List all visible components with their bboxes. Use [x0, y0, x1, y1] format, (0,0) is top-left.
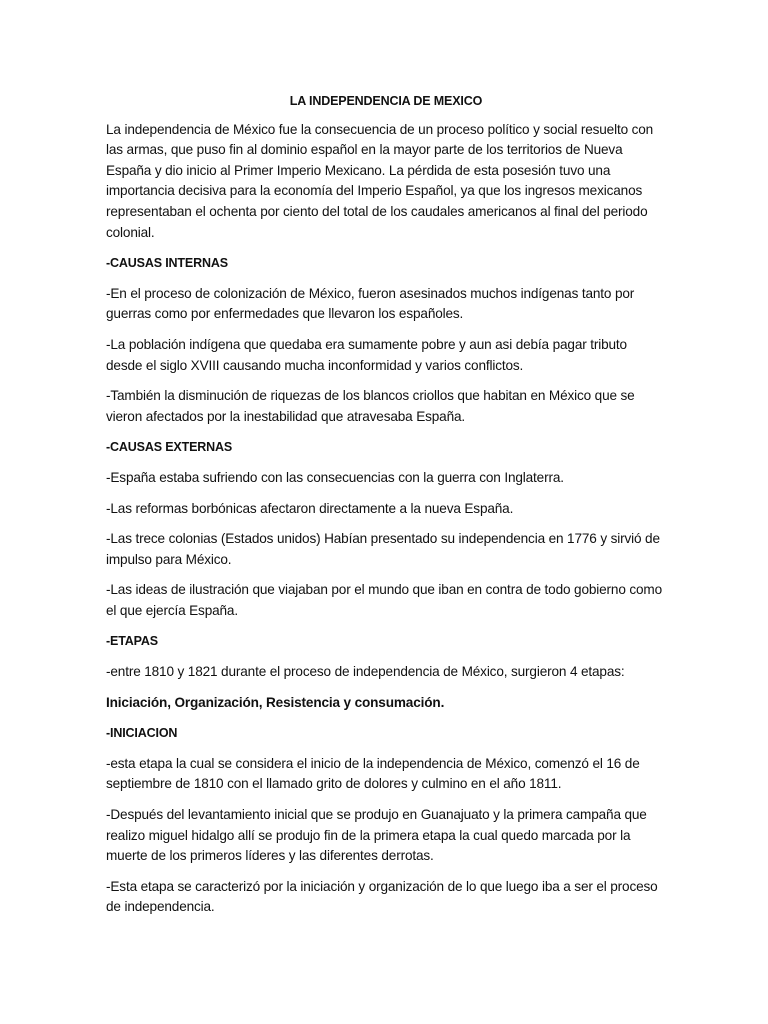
iniciacion-item: -esta etapa la cual se considera el inicio de la independencia de México, comenzó el 16 de septiembre de 1810 con el llamado grito de dolores y culmino en el año 1811.: [106, 755, 640, 792]
document-body: [106, 91, 666, 928]
etapas-list: Iniciación, Organización, Resistencia y consumación.: [106, 694, 445, 710]
intro-paragraph: La independencia de México fue la consecuencia de un proceso político y social resuelto con las armas, que puso fin al dominio español en la mayor parte de los territorios de Nueva España y dio inicio al Primer Imperio Mexicano. La pérdida de esta posesión tuvo una importancia decisiva para la economía del Imperio Español, ya que los ingresos mexicanos representaban el ochenta por ciento del total de los caudales americanos al final del periodo colonial.: [106, 121, 654, 240]
causa-interna-item: -También la disminución de riquezas de los blancos criollos que habitan en México que se vieron afectados por la inestabilidad que atravesaba España.: [106, 388, 635, 424]
causa-interna-item: -La población indígena que quedaba era sumamente pobre y aun asi debía pagar tributo desde el siglo XVIII causando mucha inconformidad y varios conflictos.: [106, 336, 627, 373]
heading-causas-internas: -CAUSAS INTERNAS: [106, 256, 228, 271]
document-title: LA INDEPENDENCIA DE MEXICO: [289, 94, 483, 108]
etapas-intro: -entre 1810 y 1821 durante el proceso de independencia de México, surgieron 4 etapas:: [106, 664, 625, 680]
causa-externa-item: -España estaba sufriendo con las consecuencias con la guerra con Inglaterra.: [106, 469, 564, 485]
iniciacion-item: -Esta etapa se caracterizó por la iniciación y organización de lo que luego iba a ser el proceso de independencia.: [106, 878, 658, 915]
heading-etapas: -ETAPAS: [106, 634, 158, 649]
causa-externa-item: -Las trece colonias (Estados unidos) Habían presentado su independencia en 1776 y sirvió de impulso para México.: [106, 531, 660, 567]
causa-externa-item: -Las ideas de ilustración que viajaban por el mundo que iban en contra de todo gobierno como el que ejercía España.: [106, 582, 663, 618]
causa-externa-item: -Las reformas borbónicas afectaron directamente a la nueva España.: [106, 500, 514, 516]
causa-interna-item: -En el proceso de colonización de México, fueron asesinados muchos indígenas tanto por guerras como por enfermedades que llevaron los españoles.: [106, 285, 635, 322]
iniciacion-item: -Después del levantamiento inicial que se produjo en Guanajuato y la primera campaña que realizo miguel hidalgo allí se produjo fin de la primera etapa la cual quedo marcada por la muerte de los primeros líderes y las diferentes derrotas.: [106, 807, 647, 864]
heading-causas-externas: -CAUSAS EXTERNAS: [106, 440, 233, 455]
heading-iniciacion: -INICIACION: [106, 726, 178, 741]
